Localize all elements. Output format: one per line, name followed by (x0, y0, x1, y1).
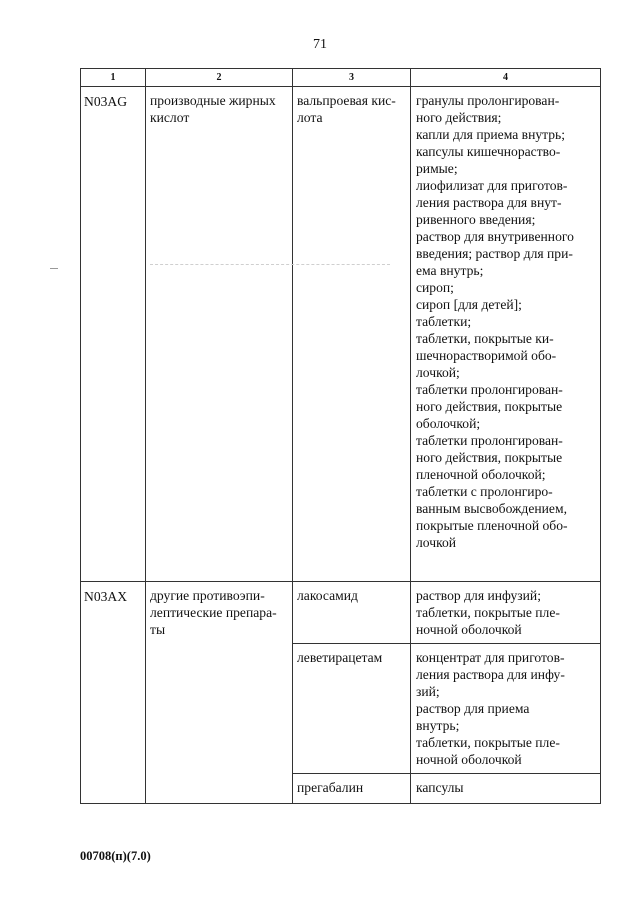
dosage-form-line: ного действия, покрытые (416, 450, 563, 465)
atc-code-cell (81, 87, 146, 582)
dosage-form-line: раствор для инфузий; (416, 588, 541, 603)
dosage-form-line: капсулы (416, 780, 464, 795)
drug-name-cell (293, 774, 411, 804)
dosage-form-line: ного действия, покрытые (416, 399, 563, 414)
group-name-cell (146, 87, 293, 582)
dosage-form-line: сироп; (416, 280, 454, 295)
drug-name-cell (293, 644, 411, 774)
group-name-cell (146, 582, 293, 804)
margin-mark (50, 268, 58, 269)
dosage-form-line: покрытые пленочной обо- (416, 518, 568, 533)
dosage-form-line: римые; (416, 161, 458, 176)
dosage-form-line: ночной оболочкой (416, 752, 522, 767)
dosage-form-line: ночной оболочкой (416, 622, 522, 637)
dosage-form-line: ванным высвобождением, (416, 501, 567, 516)
dosage-form-cell (411, 87, 601, 582)
drug-name-line: вальпроевая кис- (297, 93, 396, 108)
group-name-line: другие противоэпи- (150, 588, 265, 603)
table-row (81, 87, 601, 582)
dosage-form-line: раствор для внутривенного (416, 229, 574, 244)
group-name-line: кислот (150, 110, 190, 125)
dosage-form-line: оболочкой; (416, 416, 481, 431)
dosage-form-line: ного действия; (416, 110, 502, 125)
dosage-form-line: ривенного введения; (416, 212, 536, 227)
dosage-form-line: шечнорастворимой обо- (416, 348, 557, 363)
column-header-2: 2 (146, 69, 293, 87)
drug-name-line: прегабалин (297, 780, 364, 795)
dosage-form-line: ления раствора для инфу- (416, 667, 565, 682)
drug-name-cell (293, 582, 411, 644)
dosage-form-line: таблетки; (416, 314, 472, 329)
scan-artifact-dashes (150, 264, 390, 265)
group-name-line: производные жирных (150, 93, 276, 108)
dosage-form-line: пленочной оболочкой; (416, 467, 546, 482)
dosage-form-cell (411, 582, 601, 644)
drug-name-line: лота (297, 110, 323, 125)
dosage-form-line: лочкой (416, 535, 457, 550)
dosage-form-line: капсулы кишечнораство- (416, 144, 561, 159)
dosage-form-line: лочкой; (416, 365, 460, 380)
dosage-form-line: ления раствора для внут- (416, 195, 562, 210)
dosage-form-line: таблетки пролонгирован- (416, 382, 563, 397)
drug-name-cell (293, 87, 411, 582)
column-header-1: 1 (81, 69, 146, 87)
table-header-row (81, 69, 601, 87)
dosage-form-line: таблетки, покрытые ки- (416, 331, 554, 346)
dosage-form-line: концентрат для приготов- (416, 650, 565, 665)
drug-name-line: леветирацетам (297, 650, 383, 665)
dosage-form-cell (411, 644, 601, 774)
dosage-form-line: таблетки с пролонгиро- (416, 484, 553, 499)
dosage-form-line: введения; раствор для при- (416, 246, 573, 261)
atc-code-cell (81, 582, 146, 804)
column-header-3: 3 (293, 69, 411, 87)
dosage-form-line: таблетки, покрытые пле- (416, 735, 560, 750)
document-code: 00708(п)(7.0) (80, 849, 151, 863)
dosage-form-line: внутрь; (416, 718, 460, 733)
dosage-form-cell (411, 774, 601, 804)
atc-code: N03AX (84, 589, 128, 604)
dosage-form-line: капли для приема внутрь; (416, 127, 566, 142)
atc-code: N03AG (84, 94, 128, 109)
dosage-form-line: сироп [для детей]; (416, 297, 522, 312)
group-name-line: лептические препара- (150, 605, 277, 620)
dosage-form-line: раствор для приема (416, 701, 530, 716)
group-name-line: ты (150, 622, 166, 637)
table-row (81, 582, 601, 644)
dosage-form-line: гранулы пролонгирован- (416, 93, 560, 108)
column-header-4: 4 (411, 69, 601, 87)
page-number: 71 (313, 37, 327, 52)
drug-table (80, 68, 601, 804)
dosage-form-line: таблетки пролонгирован- (416, 433, 563, 448)
drug-name-line: лакосамид (297, 588, 358, 603)
dosage-form-line: лиофилизат для приготов- (416, 178, 568, 193)
dosage-form-line: зий; (416, 684, 440, 699)
dosage-form-line: таблетки, покрытые пле- (416, 605, 560, 620)
dosage-form-line: ема внутрь; (416, 263, 484, 278)
